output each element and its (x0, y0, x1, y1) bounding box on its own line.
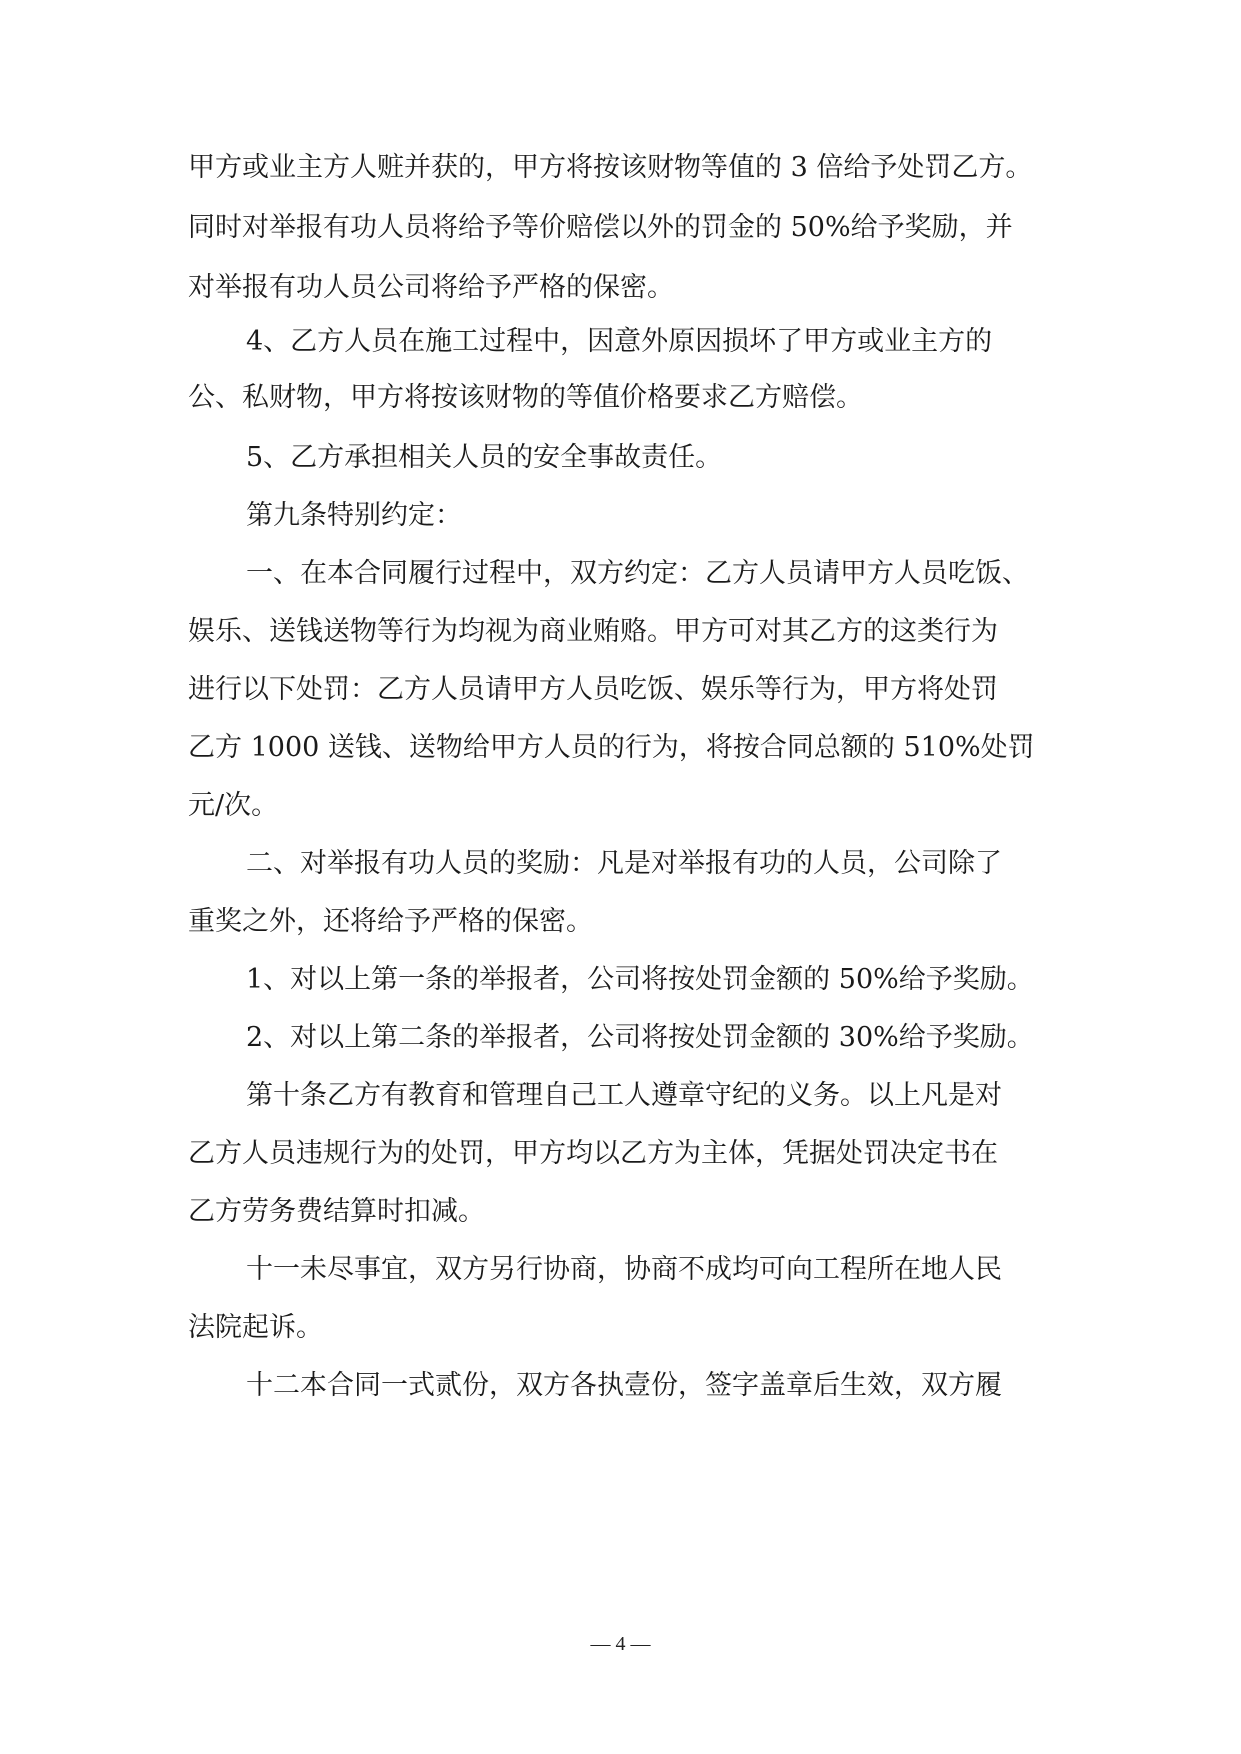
text-line: 甲方或业主方人赃并获的，甲方将按该财物等值的 3 倍给予处罚乙方。 (188, 152, 1033, 183)
text-line: 二、对举报有功人员的奖励：凡是对举报有功的人员，公司除了 (246, 848, 1002, 879)
text-line: 乙方劳务费结算时扣减。 (188, 1196, 485, 1227)
text-line: 1、对以上第一条的举报者，公司将按处罚金额的 50%给予奖励。 (246, 964, 1034, 995)
text-line: 乙方 1000 送钱、送物给甲方人员的行为，将按合同总额的 510%处罚 (188, 732, 1035, 763)
page-number: — 4 — (590, 1633, 651, 1655)
text-line: 对举报有功人员公司将给予严格的保密。 (188, 272, 674, 303)
section-heading: 第九条特别约定： (246, 500, 462, 531)
text-line: 重奖之外，还将给予严格的保密。 (188, 906, 593, 937)
text-line: 法院起诉。 (188, 1312, 323, 1343)
text-line: 4、乙方人员在施工过程中，因意外原因损坏了甲方或业主方的 (246, 326, 993, 357)
text-line: 娱乐、送钱送物等行为均视为商业贿赂。甲方可对其乙方的这类行为 (188, 616, 998, 647)
text-line: 5、乙方承担相关人员的安全事故责任。 (246, 442, 723, 473)
text-line: 第十条乙方有教育和管理自己工人遵章守纪的义务。以上凡是对 (246, 1080, 1002, 1111)
text-line: 2、对以上第二条的举报者，公司将按处罚金额的 30%给予奖励。 (246, 1022, 1034, 1053)
text-line: 公、私财物，甲方将按该财物的等值价格要求乙方赔偿。 (188, 382, 863, 413)
text-line: 进行以下处罚：乙方人员请甲方人员吃饭、娱乐等行为，甲方将处罚 (188, 674, 998, 705)
text-line: 十一未尽事宜，双方另行协商，协商不成均可向工程所在地人民 (246, 1254, 1002, 1285)
text-line: 同时对举报有功人员将给予等价赔偿以外的罚金的 50%给予奖励，并 (188, 212, 1013, 243)
text-line: 一、在本合同履行过程中，双方约定：乙方人员请甲方人员吃饭、 (246, 558, 1029, 589)
text-line: 乙方人员违规行为的处罚，甲方均以乙方为主体，凭据处罚决定书在 (188, 1138, 998, 1169)
text-line: 元/次。 (188, 790, 279, 821)
text-line: 十二本合同一式贰份，双方各执壹份，签字盖章后生效，双方履 (246, 1370, 1002, 1401)
